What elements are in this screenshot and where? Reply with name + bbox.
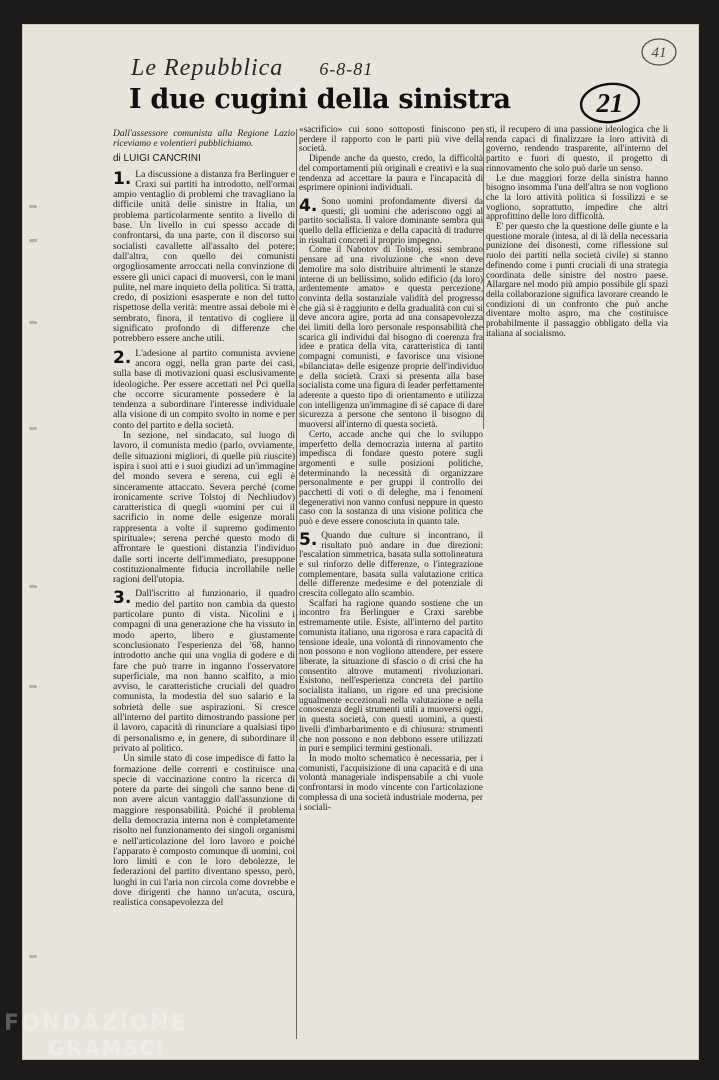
paragraph: Come il Nabotov di Tolstoj, essi sembrano pensare ad una rivoluzione che «non deve demolire ma solo distribuire altrimenti le stanze interne di un bellissimo, solido edificio (da loro) ardentemente amato» e questa percezione, convinta della sostanziale validità del progresso che già si è raggiunto e della gradualità con cui si deve ancora agire, porta ad una consapevolezza dei limiti della loro personale responsabilità che scarica gli individui dal bisogno di coerenza fra idee e pratica della vita, caratteristica di tanti compagni comunisti, e favorisce una visione «bilanciata» delle esigenze proprie dell'individuo e della società. Craxi si presenta alla base socialista come una figura di leader perfettamente aderente a questo tipo di orientamento e utilizza con intelligenza un'immagine di sé capace di dare sicurezza a persone che sentono il bisogno di muoversi all'interno di questa società. [299, 244, 483, 430]
paragraph-text: L'adesione al partito comunista avviene ancora oggi, nella gran parte dei casi, sulla base di motivazioni quasi esclusivamente ideologiche. Per essere accettati nel Pci quella che occorre sicuramente possedere è la tendenza a subordinare l'interesse individuale alla visione di un compito svolto in nome e per conto del partito e della società. [113, 348, 295, 431]
article-column-1 [113, 129, 295, 909]
section-2 [113, 349, 295, 431]
paragraph-text: Sono uomini profondamente diversi da questi, gli uomini che aderiscono oggi al partito socialista. Il valore dominante sembra qui quello della efficienza e della capacità di tradurre in risultati concreti il proprio impegno. [299, 195, 483, 245]
handwritten-source-note [131, 55, 373, 82]
section-number: 5. [299, 529, 318, 550]
margin-mark [29, 585, 37, 588]
article-deck: Dall'assessore comunista alla Regione Lazio riceviamo e volentieri pubblichiamo. [113, 129, 295, 150]
page-number-circle [578, 81, 642, 125]
article-byline: di LUIGI CANCRINI [113, 152, 201, 164]
margin-mark [29, 321, 37, 324]
paragraph: In modo molto schematico è necessaria, per i comunisti, l'acquisizione di una capacità e di una volontà manageriale indispensabile a chi vuole confrontarsi in modo vincente con l'articolazione complessa di una società industriale moderna, per i sociali- [299, 753, 483, 812]
paragraph: Certo, accade anche qui che lo sviluppo imperfetto della democrazia interna al partito impedisca di fondare questo potere sugli argomenti e sulle posizioni politiche, determinando la necessità di organizzare personalmente e per gruppi il controllo dei pacchetti di voti o di deleghe, ma i fenomeni degenerativi non vanno confusi neppure in questo caso con la sostanza di una visione politica che può e deve essere conosciuta in quanto tale. [299, 428, 483, 527]
section-number: 3. [113, 588, 132, 609]
margin-mark [29, 205, 37, 208]
column-rule [296, 129, 297, 1039]
paragraph: «sacrificio» cui sono sottoposti finiscono per perdere il rapporto con le parti più vive della società. [299, 124, 483, 154]
archive-number: 41 [651, 45, 667, 61]
section-number: 2. [113, 347, 132, 368]
margin-mark [29, 239, 37, 242]
page-number: 21 [596, 88, 624, 118]
section-5 [299, 531, 483, 599]
article-column-2 [299, 125, 483, 812]
margin-mark [29, 685, 37, 688]
paragraph: Le due maggiori forze della sinistra hanno bisogno insomma l'una dell'altra se non vogliono che la loro attività politica si fossilizzi e se vogliono, soprattutto, impedire che altri approfittino delle loro difficoltà. [486, 172, 668, 222]
paragraph: Scalfari ha ragione quando sostiene che un incontro fra Berlinguer e Craxi sarebbe estremamente utile. Esiste, all'interno del partito comunista italiano, una rigorosa e rara capacità di tensione ideale, una volontà di rinnovamento che non possono e non vogliono attendere, per essere liberate, la situazione di sfascio o di crisi che ha consentito altrove mutamenti rivoluzionari. Esistono, nell'esperienza concreta del partito socialista italiano, un rigore ed una precisione ugualmente eccezionali nella valutazione e nella conoscenza degli strumenti utili a muoversi oggi, in questa società, con questi uomini, a questi livelli d'imbarbarimento e di chiusura: strumenti che non possono e non debbono essere utilizzati in puri e semplici termini gestionali. [299, 597, 483, 754]
archive-number-stamp [639, 35, 679, 69]
archive-watermark [4, 1012, 188, 1060]
section-4 [299, 197, 483, 246]
paragraph-text: Quando due culture si incontrano, il risultato può andare in due direzioni: l'escalation simmetrica, basata sulla sottolineatura e sul rinforzo delle differenze, o l'integrazione complementare, basata sulla valutazione critica delle differenze medesime e del potenziale di crescita collegato allo scambio. [299, 529, 483, 599]
column-rule [483, 129, 484, 429]
article-column-3 [486, 125, 668, 338]
paragraph: sti, il recupero di una passione ideologica che li renda capaci di finalizzare la loro attività di governo, rendendo trasparente, all'interno del partito e fuori di questo, il progetto di rinnovamento che solo può darle un senso. [486, 124, 668, 173]
paragraph: In sezione, nel sindacato, sul luogo di lavoro, il comunista medio (parlo, ovviamente, delle situazioni migliori, di quelle più riuscite) ispira i suoi atti e i suoi giudizi ad un'immagine del mondo severa e serena, cui egli è sinceramente attaccato. Severa perché (come ironicamente scrive Tolstoj di Nechliudov) caratteristica di quegli «uomini per cui il sacrificio in nome delle esigenze morali rappresenta a volte il supremo godimento spirituale»; serena perché questo modo di affrontare le questioni distanzia l'individuo dalle sorti incerte dell'immediato, presuppone costituzionalmente fiducia incrollabile nelle ragioni dell'utopia. [113, 431, 295, 586]
margin-mark [29, 427, 37, 430]
section-number: 1. [113, 168, 132, 189]
handwritten-newspaper-name: Le Repubblica [131, 55, 284, 81]
section-1 [113, 170, 295, 345]
watermark-line-2: GRAMSCI [48, 1036, 166, 1060]
paragraph: E' per questo che la questione delle giunte e la questione morale (intesa, al di là della necessaria punizione dei disonesti, come riflessione sul ruolo dei partiti nella società civile) si stanno definendo come i punti cruciali di una strategia coordinata delle sinistre del nostro paese. Allargare nel modo più ampio possibile gli spazi della collaborazione significa lavorare creando le condizioni di un confronto che può anche diventare molto aspro, ma che costituisce probabilmente il passaggio obbligato della via italiana al socialismo. [486, 221, 668, 338]
paragraph-text: La discussione a distanza fra Berlinguer e Craxi sui partiti ha introdotto, nell'ormai ampio ventaglio di problemi che travagliano la difficile unità delle sinistre in Italia, un problema particolarmente sentito a livello di base. Un livello in cui spesso accade di confrontarsi, da una parte, con il discorso sui socialisti cavallette all'assalto del potere; dall'altra, con quello dei comunisti orgogliosamente arroccati nella convinzione di essere gli unici capaci di muoversi, con le mani pulite, nel mare inquieto della politica. Si tratta, credo, di posizioni esasperate e non del tutto rispettose della verità: mentre assai debole mi è sembrato, finora, il tentativo di cogliere il significato profondo di differenze che potrebbero essere anche utili. [113, 169, 295, 345]
paragraph: Un simile stato di cose impedisce di fatto la formazione delle correnti e costituisce una specie di vaccinazione contro la ricerca di potere da parte dei singoli che sanno bene di non avere alcun vantaggio dall'assunzione di maggiore responsabilità. Poiché il problema della democrazia interna non è completamente risolto nel funzionamento dei singoli organismi e nell'articolazione del loro lavoro e poiché l'apparato è composto comunque di uomini, coi loro limiti e con le loro debolezze, le federazioni del partito diventano spesso, però, luoghi in cui l'aria non circola come dovrebbe e dove dirigenti che hanno un'acuta, oscura, realistica consapevolezza del [113, 754, 295, 909]
watermark-line-1: FONDAZIONE [4, 1011, 188, 1036]
handwritten-date: 6-8-81 [319, 59, 374, 79]
newspaper-clipping [22, 24, 699, 1060]
margin-mark [29, 955, 37, 958]
paragraph: Dipende anche da questo, credo, la difficoltà del comportamenti più originali e creativi e la sua tendenza ad accettare la paura e l'incapacità di esprimere opinioni individuali. [299, 153, 483, 193]
section-3 [113, 589, 295, 754]
section-number: 4. [299, 195, 318, 216]
paragraph-text: Dall'iscritto al funzionario, il quadro medio del partito non cambia da questo particolare punto di vista. Nicolini e i compagni di una generazione che ha vissuto in modo aperto, libero e giustamente sconclusionato l'esperienza del '68, hanno introdotto anche qui una voglia di godere e di fare che può trarre in inganno l'osservatore superficiale, ma non hanno scalfito, a mio avviso, le caratteristiche cruciali del quadro comunista, la modestia del suo salario e la sobrietà delle sue aspirazioni. Si cresce all'interno del partito dimostrando passione per il lavoro, capacità di rinunciare a qualsiasi tipo di personalismo e, in genere, di subordinare il privato al politico. [113, 589, 295, 754]
headline: I due cugini della sinistra [129, 84, 511, 115]
